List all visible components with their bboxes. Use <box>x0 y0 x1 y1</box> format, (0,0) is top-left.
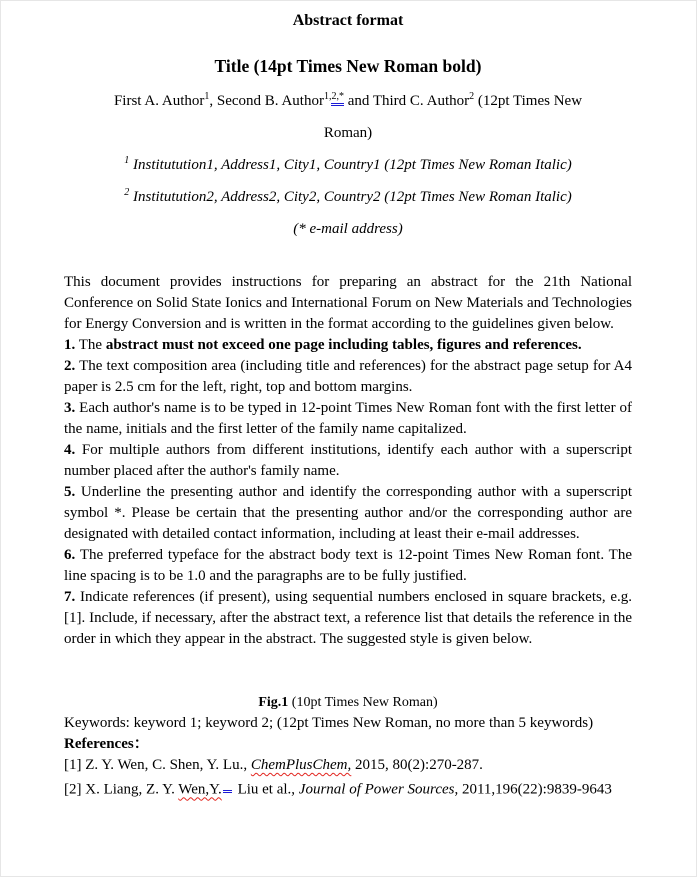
item-5-number: 5. <box>64 484 76 500</box>
author-3-superscript: 2 <box>469 91 475 102</box>
author-separator-2: and Third C. Author <box>343 93 470 109</box>
guideline-item-5 <box>64 482 632 545</box>
author-line <box>64 85 632 149</box>
guideline-item-2 <box>64 356 632 398</box>
item-5-text: Underline the presenting author and identify the corresponding author with a superscript symbol *. Please be certain that the presenting author and/or the corresponding author are designated with detailed contact information, including at least their e-mail addresses. <box>64 484 632 542</box>
footer-block <box>64 692 632 800</box>
figure-caption <box>64 692 632 713</box>
reference-2-journal: Journal of Power Sources <box>298 781 455 798</box>
figure-label: Fig.1 <box>258 695 289 710</box>
guideline-item-1 <box>64 335 632 356</box>
document-heading: Abstract format <box>292 12 404 29</box>
reference-1-details: 2015, 80(2):270-287. <box>351 757 483 773</box>
figure-caption-note: (10pt Times New Roman) <box>288 695 438 710</box>
instructions-body <box>64 272 632 650</box>
references-heading <box>64 734 632 755</box>
item-2-number: 2. <box>64 358 76 374</box>
reference-1 <box>64 755 632 776</box>
affiliation-2 <box>64 181 632 213</box>
author-2-superscript <box>324 91 344 106</box>
item-4-text: For multiple authors from different institutions, identify each author with a superscript number placed after the author's family name. <box>64 442 632 479</box>
affiliation-1-text: Institutution1, Address1, City1, Country1 (12pt Times New Roman Italic) <box>129 157 572 173</box>
author-font-note: (12pt Times New <box>474 93 583 109</box>
reference-2-etal: Liu et al., <box>233 781 299 798</box>
grammar-check-mark-superscript: 2,* <box>331 91 344 106</box>
author-1-superscript: 1 <box>204 91 210 102</box>
author-separator-1: , Second B. Author <box>209 93 324 109</box>
guideline-item-6 <box>64 545 632 587</box>
affiliation-1 <box>64 149 632 181</box>
email-note: (* e-mail address) <box>293 221 403 237</box>
item-6-number: 6. <box>64 547 76 563</box>
reference-2 <box>64 776 632 800</box>
item-7-text: Indicate references (if present), using sequential numbers enclosed in square brackets, e.g. [1]. Include, if necessary, after the abstract text, a reference list that details the reference in the order in which they appear in the abstract. The suggested style is given below. <box>64 589 632 647</box>
affiliation-2-text: Institutution2, Address2, City2, Country2 (12pt Times New Roman Italic) <box>129 189 572 205</box>
item-1-number: 1. <box>64 337 76 353</box>
item-1-text: The <box>75 337 106 353</box>
author-2-superscript-plain: 1, <box>323 91 332 102</box>
item-7-number: 7. <box>64 589 76 605</box>
reference-2-spellcheck-flag: Wen,Y. <box>178 781 222 798</box>
item-1-bold-text: abstract must not exceed one page including tables, figures and references. <box>105 337 582 353</box>
item-2-text: The text composition area (including title and references) for the abstract page setup for A4 paper is 2.5 cm for the left, right, top and bottom margins. <box>64 358 632 395</box>
item-3-number: 3. <box>64 400 76 416</box>
item-4-number: 4. <box>64 442 76 458</box>
references-heading-text: References <box>64 736 134 752</box>
author-1: First A. Author <box>113 93 205 109</box>
guideline-item-4 <box>64 440 632 482</box>
guideline-item-7 <box>64 587 632 650</box>
intro-paragraph: This document provides instructions for preparing an abstract for the 21th National Conference on Solid State Ionics and International Forum on New Materials and Technologies for Energy Conversion and is written in the format according to the guidelines given below. <box>64 274 632 332</box>
item-6-text: The preferred typeface for the abstract body text is 12-point Times New Roman font. The line spacing is to be 1.0 and the paragraphs are to be fully justified. <box>64 547 632 584</box>
reference-2-authors: [2] X. Liang, Z. Y. <box>64 781 179 798</box>
author-font-note-wrap: Roman) <box>323 125 373 141</box>
item-3-text: Each author's name is to be typed in 12-point Times New Roman font with the first letter of the name, initials and the first letter of the family name capitalized. <box>64 400 632 437</box>
reference-2-details: , 2011,196(22):9839-9643 <box>454 781 612 798</box>
affiliation-2-superscript: 2 <box>124 187 130 198</box>
affiliation-1-superscript: 1 <box>124 155 130 166</box>
grammar-check-mark <box>223 776 232 793</box>
reference-1-journal-spellcheck: ChemPlusChem, <box>250 757 352 773</box>
title-placeholder: Title (14pt Times New Roman bold) <box>214 56 482 76</box>
guideline-item-3 <box>64 398 632 440</box>
keywords-line: Keywords: keyword 1; keyword 2; (12pt Times New Roman, no more than 5 keywords) <box>64 715 594 731</box>
references-heading-colon: ： <box>133 736 149 752</box>
reference-1-authors: [1] Z. Y. Wen, C. Shen, Y. Lu., <box>64 757 251 773</box>
